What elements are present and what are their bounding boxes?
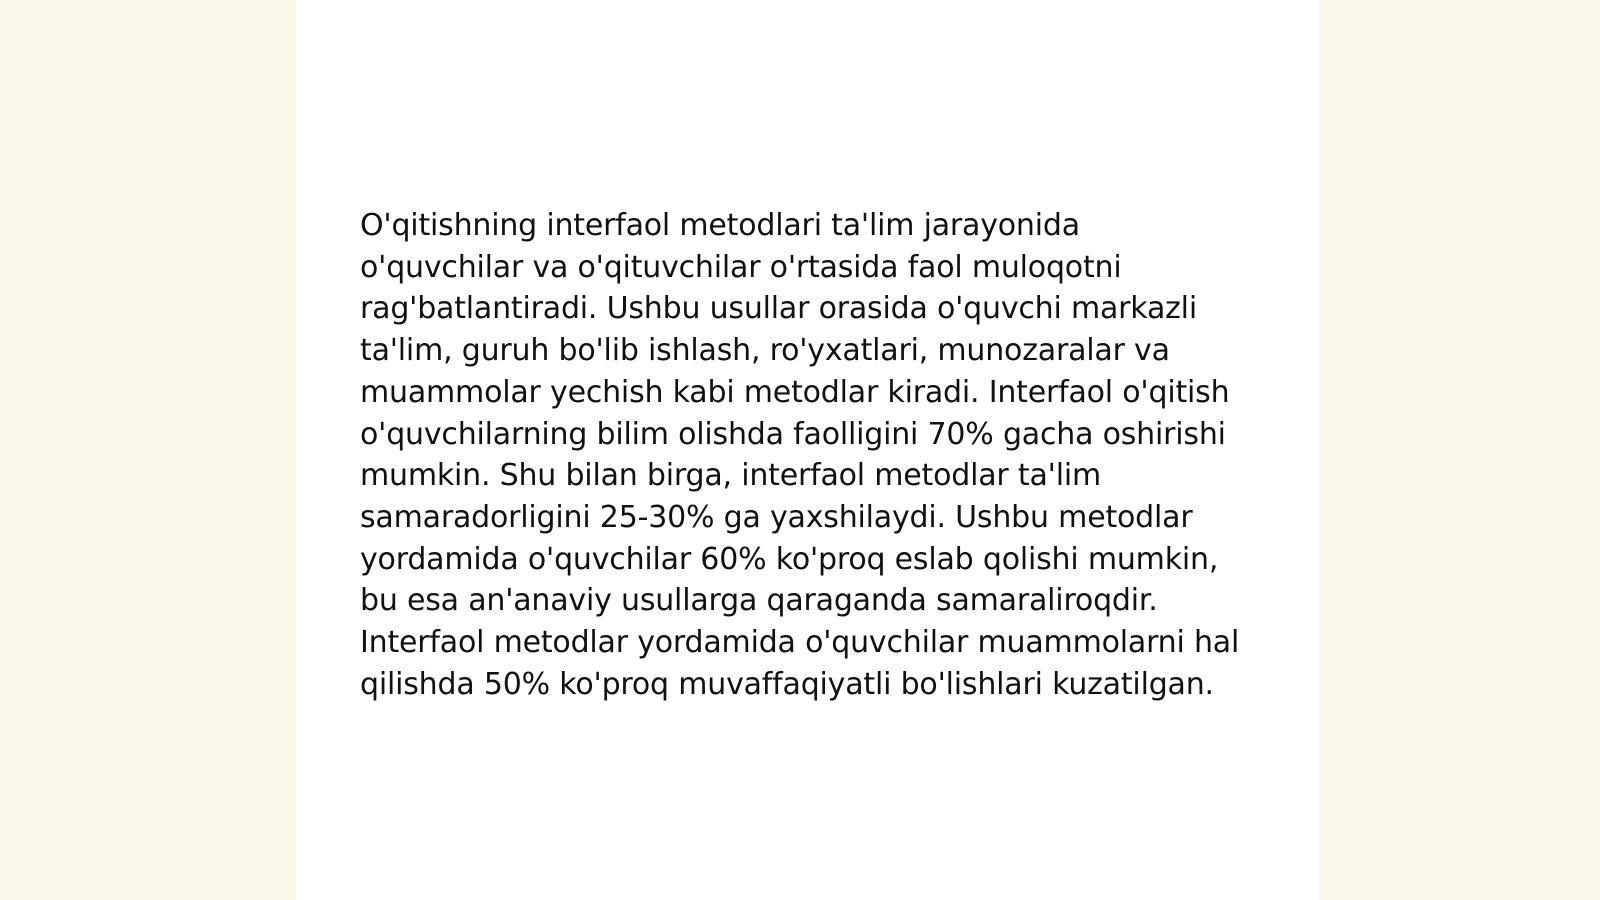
left-margin xyxy=(0,0,296,900)
right-margin xyxy=(1319,0,1600,900)
body-paragraph: O'qitishning interfaol metodlari ta'lim jarayonida o'quvchilar va o'qituvchilar o'rtasida faol muloqotni rag'batlantiradi. Ushbu usullar orasida o'quvchi markazli ta'lim, guruh bo'lib ishlash, ro'yxatlari, munozaralar va muammolar yechish kabi metodlar kiradi. Interfaol o'qitish o'quvchilarning bilim olishda faolligini 70% gacha oshirishi mumkin. Shu bilan birga, interfaol metodlar ta'lim samaradorligini 25-30% ga yaxshilaydi. Ushbu metodlar yordamida o'quvchilar 60% ko'proq eslab qolishi mumkin, bu esa an'anaviy usullarga qaraganda samaraliroqdir. Interfaol metodlar yordamida o'quvchilar muammolarni hal qilishda 50% ko'proq muvaffaqiyatli bo'lishlari kuzatilgan. xyxy=(360,208,1240,702)
document-page xyxy=(296,0,1319,900)
